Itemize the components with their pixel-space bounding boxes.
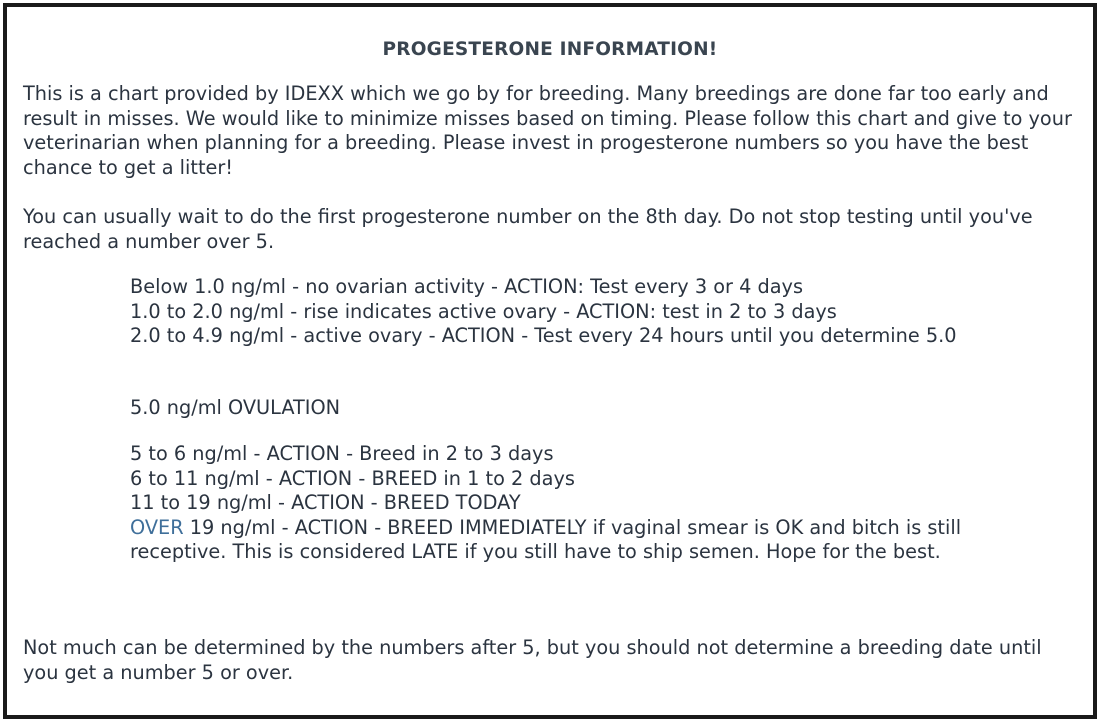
level-line: 1.0 to 2.0 ng/ml - rise indicates active ovary - ACTION: test in 2 to 3 days (130, 299, 837, 323)
level-line: Below 1.0 ng/ml - no ovarian activity - ACTION: Test every 3 or 4 days (130, 275, 804, 298)
late-breeding-note (130, 516, 1010, 565)
ovulation-line: 5.0 ng/ml OVULATION (130, 396, 341, 419)
post-ovulation-levels (130, 442, 1010, 565)
late-highlight: OVER (130, 515, 184, 539)
closing-paragraph: Not much can be determined by the numbers after 5, but you should not determine a breeding date until you get a number 5 or over. (23, 636, 1042, 684)
level-line: 11 to 19 ng/ml - ACTION - BREED TODAY (130, 491, 521, 515)
document-frame (3, 3, 1097, 719)
late-note-text: 19 ng/ml - ACTION - BREED IMMEDIATELY if vaginal smear is OK and bitch is still receptive. This is considered LATE if you still have to ship semen. Hope for the best. (130, 515, 962, 564)
document-title: PROGESTERONE INFORMATION! (382, 39, 718, 60)
level-line: 6 to 11 ng/ml - ACTION - BREED in 1 to 2 days (130, 466, 575, 490)
pre-ovulation-levels (130, 275, 1010, 349)
testing-note-paragraph: You can usually wait to do the first progesterone number on the 8th day. Do not stop testing until you've reached a number over 5. (23, 205, 1033, 253)
intro-paragraph: This is a chart provided by IDEXX which we go by for breeding. Many breedings are done far too early and result in misses. We would like to minimize misses based on timing. Please follow this chart and give to your veterinarian when planning for a breeding. Please invest in progesterone numbers so you have the best chance to get a litter! (23, 82, 1072, 179)
level-line: 2.0 to 4.9 ng/ml - active ovary - ACTION - Test every 24 hours until you determine 5.0 (130, 324, 957, 348)
level-line: 5 to 6 ng/ml - ACTION - Breed in 2 to 3 days (130, 442, 554, 465)
